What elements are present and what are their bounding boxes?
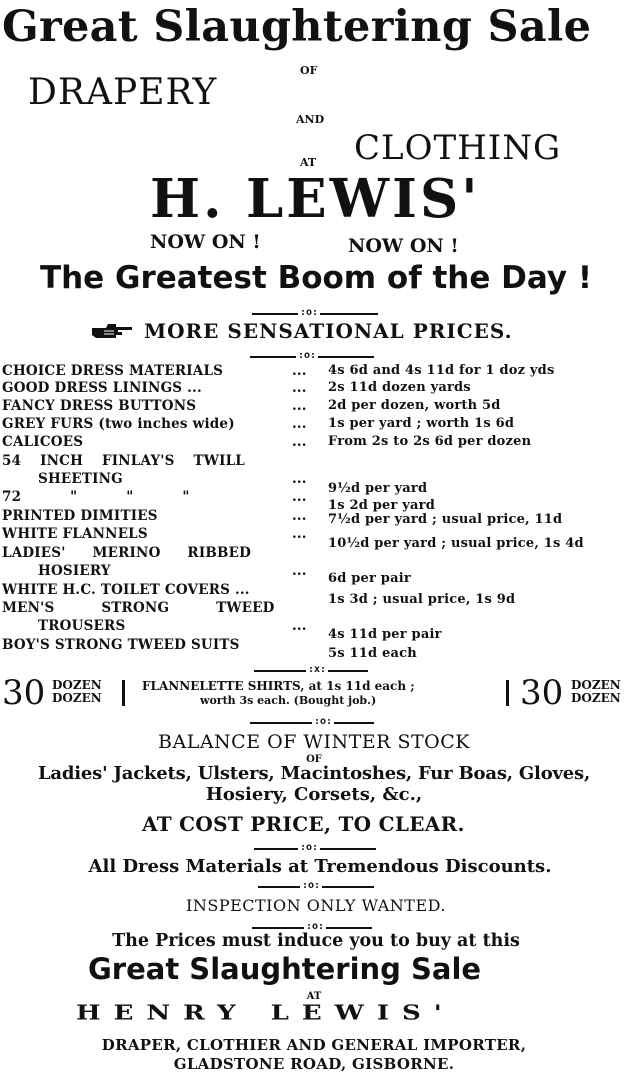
item-price: 4s 6d and 4s 11d for 1 doz yds — [328, 363, 555, 378]
divider — [320, 313, 378, 315]
divider-mark: :o: — [314, 716, 333, 727]
item-price: 1s 3d ; usual price, 1s 9d — [328, 592, 516, 607]
divider-mark: :o: — [298, 350, 317, 361]
sale-headline: Great Slaughtering Sale — [88, 952, 482, 986]
divider-mark: :x: — [308, 664, 327, 675]
flannelette-qty-right: 30 — [520, 673, 564, 713]
item-price: 2s 11d dozen yards — [328, 380, 471, 395]
induce-line: The Prices must induce you to buy at this — [112, 931, 520, 951]
item-dots: ... — [292, 618, 307, 634]
item-dots: ... — [292, 489, 307, 505]
divider — [326, 927, 372, 929]
divider-mark: :o: — [300, 307, 319, 318]
cost-price-line: AT COST PRICE, TO CLEAR. — [142, 812, 465, 836]
item-name: GOOD DRESS LININGS ... — [2, 380, 202, 396]
item-price: 10½d per yard ; usual price, 1s 4d — [328, 536, 584, 551]
item-name: 72 " " " — [2, 489, 190, 505]
item-name: SHEETING — [38, 471, 123, 487]
discount-line: All Dress Materials at Tremendous Discounts. — [88, 856, 552, 877]
winter-stock-items: Ladies' Jackets, Ulsters, Macintoshes, Fur Boas, Gloves, — [37, 763, 591, 784]
winter-stock-items: Hosiery, Corsets, &c., — [205, 784, 423, 805]
dozen-label: DOZEN — [571, 678, 621, 692]
pointing-hand-icon — [90, 322, 134, 344]
flannelette-qty-left: 30 — [2, 673, 46, 713]
list-item — [2, 582, 626, 607]
item-name: BOY'S STRONG TWEED SUITS — [2, 637, 240, 653]
item-price: 7½d per yard ; usual price, 11d — [328, 512, 563, 527]
item-dots: ... — [292, 363, 307, 379]
divider — [252, 313, 298, 315]
list-item — [2, 416, 626, 432]
of-label: OF — [306, 754, 322, 765]
merchant-address: GLADSTONE ROAD, GISBORNE. — [173, 1055, 455, 1073]
flannelette-text: FLANNELETTE SHIRTS, at 1s 11d each ; — [142, 679, 415, 693]
divider — [328, 670, 368, 672]
at-label: AT — [300, 156, 317, 169]
item-price: 1s per yard ; worth 1s 6d — [328, 416, 515, 431]
at-label: AT — [306, 991, 322, 1002]
item-dots: ... — [292, 526, 307, 542]
divider-mark: :o: — [306, 921, 325, 932]
item-price: From 2s to 2s 6d per dozen — [328, 434, 532, 449]
list-item — [2, 508, 626, 527]
item-price: 4s 11d per pair — [328, 627, 442, 642]
merchant-trade: DRAPER, CLOTHIER AND GENERAL IMPORTER, — [101, 1036, 527, 1054]
divider — [250, 722, 312, 724]
flannelette-text: worth 3s each. (Bought job.) — [200, 694, 377, 707]
item-price: 1s 2d per yard — [328, 498, 436, 513]
dozen-label: DOZEN — [52, 678, 102, 692]
column-bar — [506, 680, 509, 706]
item-name: LADIES' MERINO RIBBED — [2, 545, 251, 561]
divider-mark: :o: — [302, 880, 321, 891]
item-price: 5s 11d each — [328, 646, 417, 661]
list-item — [2, 453, 626, 469]
list-item — [2, 363, 626, 379]
item-price: 9½d per yard — [328, 481, 428, 496]
item-name: HOSIERY — [38, 563, 111, 579]
item-dots: ... — [292, 471, 307, 487]
list-item — [2, 600, 626, 616]
winter-stock-title: BALANCE OF WINTER STOCK — [158, 731, 470, 753]
divider — [258, 886, 300, 888]
sensational-prices: MORE SENSATIONAL PRICES. — [144, 319, 513, 343]
item-name: 54 INCH FINLAY'S TWILL — [2, 453, 246, 469]
boom-headline: The Greatest Boom of the Day ! — [39, 260, 593, 296]
item-name: WHITE FLANNELS — [2, 526, 148, 542]
now-on-left: NOW ON ! — [150, 231, 261, 253]
list-item — [2, 380, 626, 396]
list-item — [2, 526, 626, 551]
and-label: AND — [296, 113, 325, 126]
now-on-right: NOW ON ! — [348, 235, 459, 257]
dozen-label: DOZEN — [52, 691, 102, 705]
divider — [322, 886, 374, 888]
item-name: TROUSERS — [38, 618, 126, 634]
of-label: OF — [300, 64, 318, 77]
item-name: WHITE H.C. TOILET COVERS ... — [2, 582, 250, 598]
shop-name: H. LEWIS' — [150, 168, 481, 230]
column-bar — [122, 680, 125, 706]
item-dots: ... — [292, 563, 307, 579]
item-dots: ... — [292, 434, 307, 450]
divider — [320, 848, 376, 850]
drapery-heading: DRAPERY — [28, 72, 218, 113]
item-name: CALICOES — [2, 434, 84, 450]
list-item — [2, 618, 626, 642]
clothing-heading: CLOTHING — [354, 128, 562, 168]
list-item — [2, 471, 626, 496]
list-item — [2, 637, 626, 661]
divider — [334, 722, 374, 724]
item-name: CHOICE DRESS MATERIALS — [2, 363, 224, 379]
item-name: GREY FURS (two inches wide) — [2, 416, 235, 432]
list-item — [2, 398, 626, 414]
list-item — [2, 489, 626, 513]
list-item — [2, 563, 626, 586]
item-name: PRINTED DIMITIES — [2, 508, 158, 524]
item-price: 2d per dozen, worth 5d — [328, 398, 501, 413]
dozen-label: DOZEN — [571, 691, 621, 705]
item-name: FANCY DRESS BUTTONS — [2, 398, 197, 414]
item-price: 6d per pair — [328, 571, 411, 586]
inspection-line: INSPECTION ONLY WANTED. — [186, 896, 446, 915]
list-item — [2, 434, 626, 450]
item-name: MEN'S STRONG TWEED — [2, 600, 275, 616]
divider — [318, 356, 374, 358]
divider — [252, 927, 304, 929]
item-dots: ... — [292, 416, 307, 432]
merchant-name: HENRY LEWIS' — [76, 1001, 455, 1026]
item-dots: ... — [292, 398, 307, 414]
divider — [254, 848, 298, 850]
divider-mark: :o: — [300, 842, 319, 853]
ad-title: Great Slaughtering Sale — [2, 2, 592, 52]
item-dots: ... — [292, 380, 307, 396]
divider — [254, 670, 306, 672]
divider — [250, 356, 296, 358]
list-item — [2, 545, 626, 561]
item-dots: ... — [292, 508, 307, 524]
